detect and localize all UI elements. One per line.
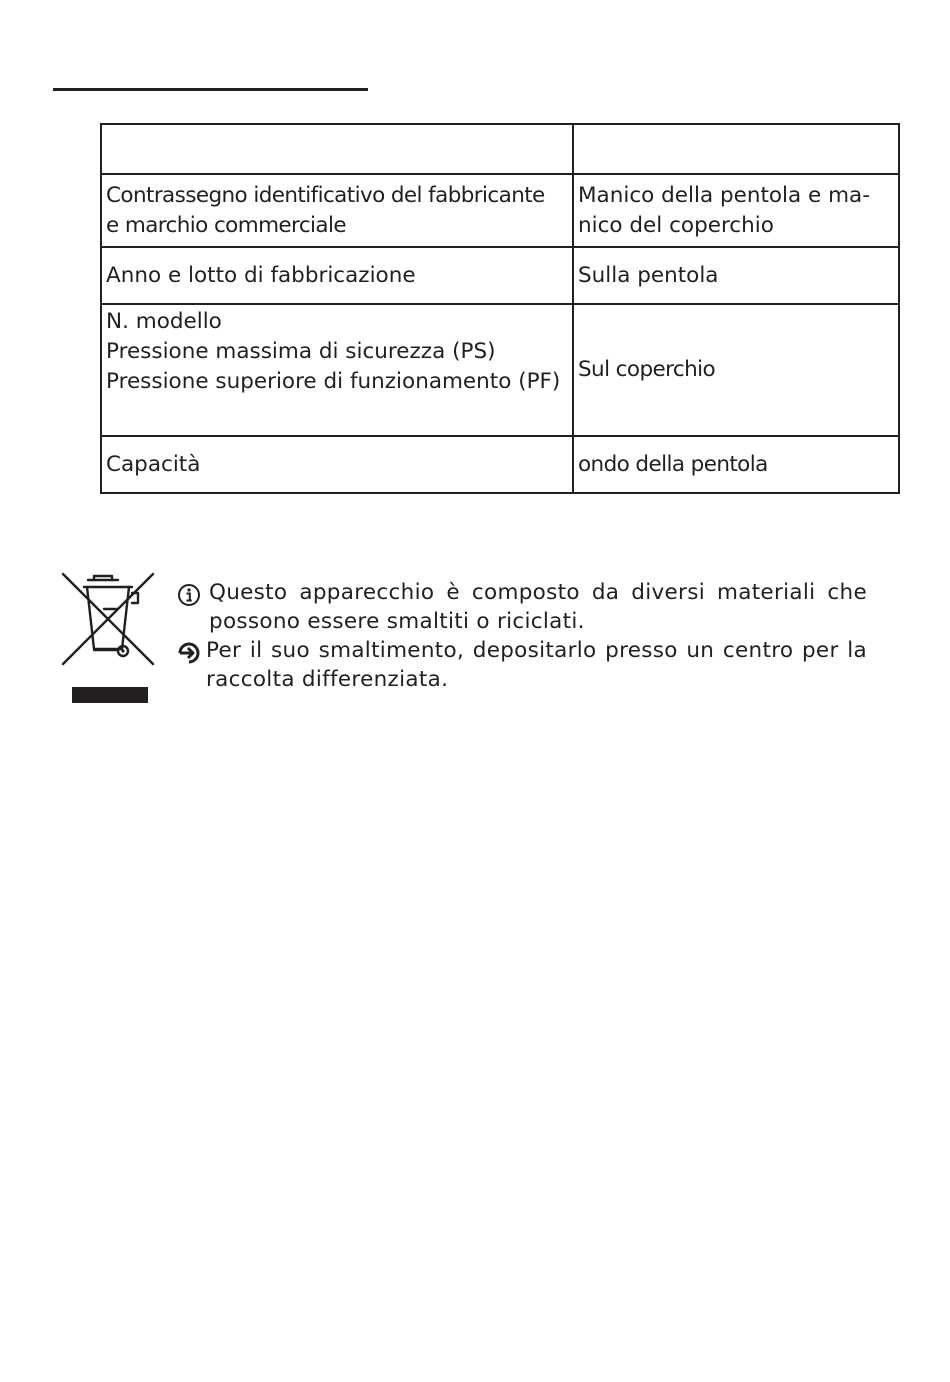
marking-label: Contrassegno identificativo del fabbricante e marchio commerciale	[101, 174, 573, 247]
header-cell-location	[573, 124, 899, 174]
action-note-text: Per il suo smaltimento, depositarlo presso un centro per la raccolta differenziata.	[206, 638, 867, 692]
marking-location: Manico della pentola e ma- nico del coperchio	[573, 174, 899, 247]
table-row	[101, 247, 899, 304]
section-title-rule	[53, 88, 368, 91]
crossed-out-wheelie-bin-icon	[60, 571, 156, 705]
table-row	[101, 304, 899, 436]
marking-location: ondo della pentola	[573, 436, 899, 493]
header-cell-marking	[101, 124, 573, 174]
action-note	[177, 636, 867, 694]
info-note	[177, 578, 867, 636]
disposal-notes	[177, 578, 867, 694]
info-icon	[177, 578, 205, 607]
marking-label: Capacità	[101, 436, 573, 493]
marking-label: N. modello Pressione massima di sicurezza (PS) Pressione superiore di funzionamento (PF)	[101, 304, 573, 436]
marking-location: Sulla pentola	[573, 247, 899, 304]
marking-location: Sul coperchio	[573, 304, 899, 436]
markings-table	[100, 123, 900, 494]
table-header-row	[101, 124, 899, 174]
table-row	[101, 436, 899, 493]
arrow-icon	[177, 636, 205, 665]
disposal-section	[55, 568, 885, 708]
marking-label: Anno e lotto di fabbricazione	[101, 247, 573, 304]
info-note-text: Questo apparecchio è composto da diversi materiali che possono essere smaltiti o riciclati.	[209, 580, 867, 634]
table-row	[101, 174, 899, 247]
